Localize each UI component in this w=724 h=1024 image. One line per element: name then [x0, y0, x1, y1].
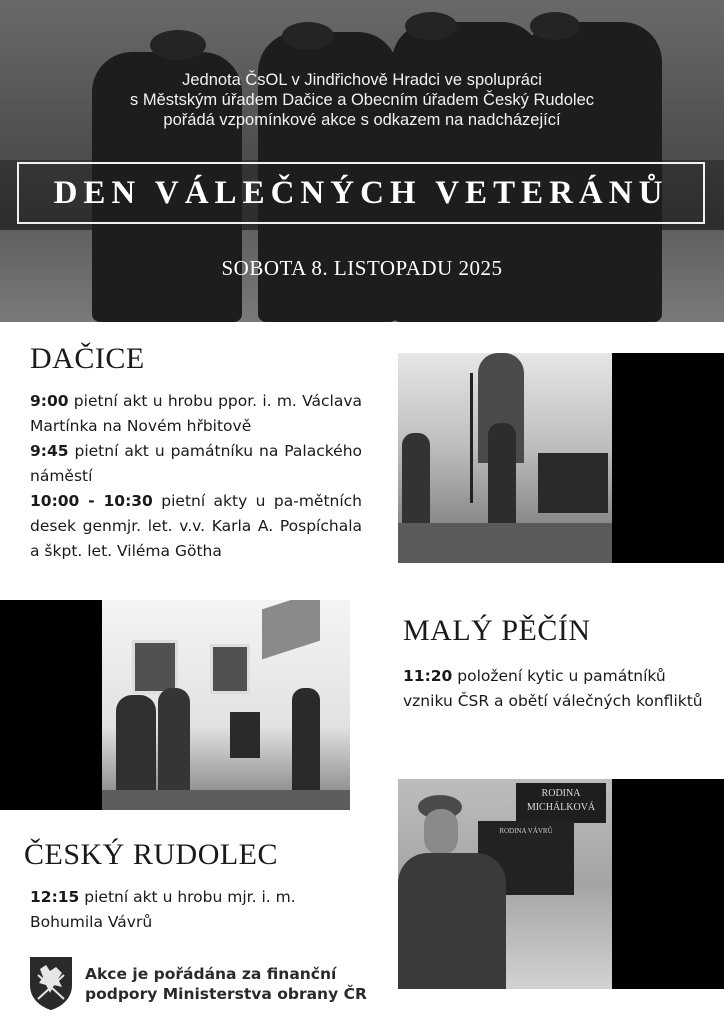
schedule-text: položení kytic u památníků vzniku ČSR a obětí válečných konfliktů: [403, 667, 703, 710]
schedule-time: 9:45: [30, 442, 69, 460]
soldier-shape: [158, 688, 190, 798]
window-shape: [132, 640, 178, 694]
dacice-schedule: [30, 389, 362, 564]
footer-funding-note: [85, 964, 367, 1004]
flagpole-shape: [470, 373, 473, 503]
grave-inscription: RODINA VÁVRŮ: [499, 827, 553, 835]
black-block: [0, 600, 102, 810]
intro-line: pořádá vzpomínkové akce s odkazem na nadcházející: [163, 111, 561, 129]
grave-sign: [516, 783, 606, 823]
schedule-text: pietní akt u památníku na Palackého náměstí: [30, 442, 362, 485]
grave-inscription: MICHÁLKOVÁ: [526, 802, 596, 813]
dacice-heading: DAČICE: [30, 342, 145, 375]
schedule-text: pietní akt u hrobu ppor. i. m. Václava Martínka na Novém hřbitově: [30, 392, 362, 435]
header-banner: [0, 0, 724, 322]
civilian-shape: [292, 688, 320, 798]
maly-pecin-schedule: [403, 664, 703, 714]
schedule-time: 11:20: [403, 667, 453, 685]
schedule-text: pietní akty u pa-mětních desek genmjr. let. v.v. Karla A. Pospíchala a škpt. let. Viléma Götha: [30, 492, 363, 560]
schedule-time: 9:00: [30, 392, 69, 410]
soldier-shape: [398, 853, 506, 989]
footer-line: podpory Ministerstva obrany ČR: [85, 985, 367, 1003]
organizer-intro: [60, 70, 664, 130]
event-title: DEN VÁLEČNÝCH VETERÁNŮ: [53, 174, 669, 211]
black-block: [612, 353, 724, 563]
schedule-item: [30, 389, 362, 439]
black-block: [612, 779, 724, 989]
photo-soldier-at-grave: [398, 779, 612, 989]
window-shape: [210, 644, 250, 694]
schedule-item: [30, 489, 362, 564]
schedule-item: [30, 439, 362, 489]
face-shape: [424, 809, 458, 855]
maly-pecin-heading: MALÝ PĚČÍN: [403, 614, 591, 647]
cesky-rudolec-heading: ČESKÝ RUDOLEC: [24, 838, 279, 871]
schedule-time: 10:00 - 10:30: [30, 492, 153, 510]
ground-shape: [102, 790, 350, 810]
photo-cemetery-ceremony: [398, 353, 612, 563]
flag-shape: [262, 600, 320, 659]
intro-line: Jednota ČsOL v Jindřichově Hradci ve spolupráci: [182, 71, 542, 89]
intro-line: s Městským úřadem Dačice a Obecním úřadem Český Rudolec: [130, 91, 594, 109]
footer-line: Akce je pořádána za finanční: [85, 965, 337, 983]
grave-inscription: RODINA: [541, 788, 581, 799]
soldier-shape: [116, 695, 156, 800]
schedule-time: 12:15: [30, 888, 80, 906]
photo-memorial-plaque: [102, 600, 350, 810]
gravestone-shape: [538, 453, 608, 513]
ground-shape: [398, 523, 612, 563]
title-frame: [17, 162, 705, 224]
event-date: SOBOTA 8. LISTOPADU 2025: [221, 256, 503, 280]
schedule-text: pietní akt u hrobu mjr. i. m. Bohumila Vávrů: [30, 888, 296, 931]
cesky-rudolec-schedule: [30, 885, 310, 935]
plaque-shape: [230, 712, 260, 758]
soldier-shape: [402, 433, 430, 533]
ministry-emblem-icon: [28, 955, 74, 1011]
